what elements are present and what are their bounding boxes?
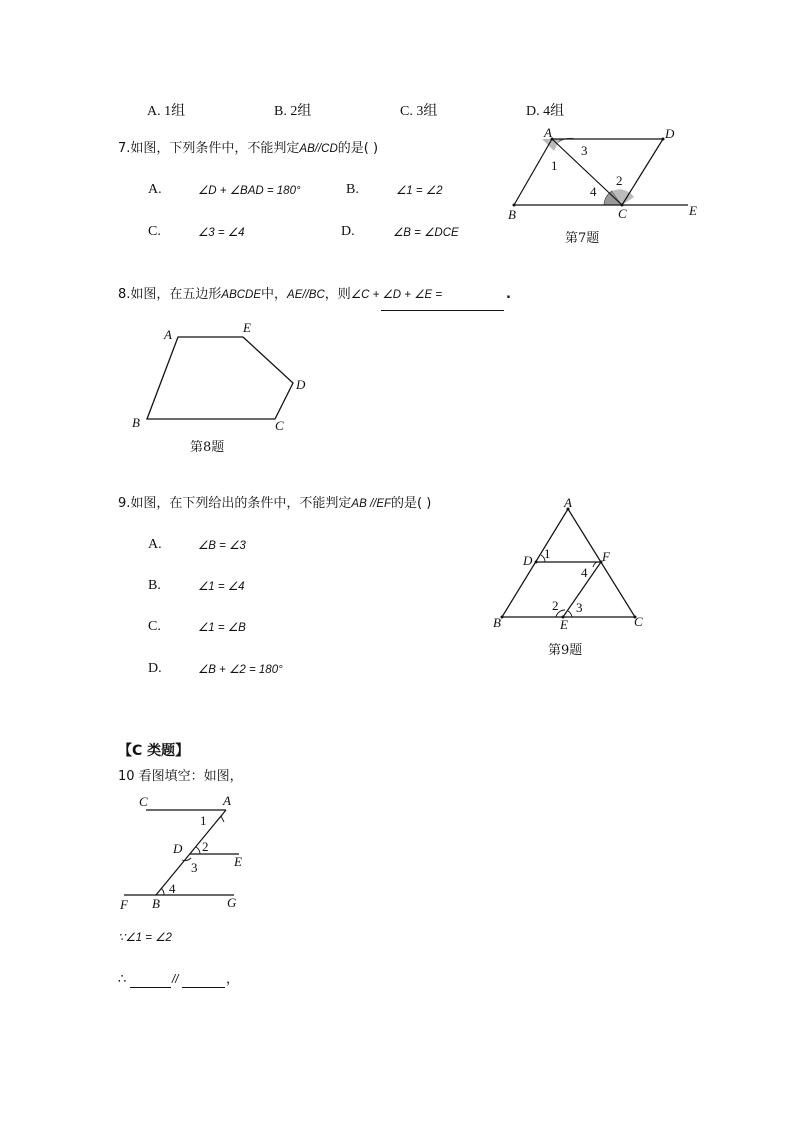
q8-stem-mid2: ，则 [324, 287, 351, 302]
q9-option-d-expr: ∠B + ∠2 = 180° [198, 664, 283, 676]
q9-option-b-letter: B. [148, 578, 161, 593]
section-c-heading: 【C 类题】 [118, 743, 190, 759]
q10-blank-2[interactable] [182, 987, 225, 988]
q8-stem-mid: 中， [261, 287, 288, 302]
q7-stem-suffix: 的是( ) [337, 141, 379, 156]
q8-figure [130, 322, 310, 432]
q7-figure [500, 125, 700, 225]
q9-option-c-expr: ∠1 = ∠B [198, 622, 246, 634]
q7-label-c: C [618, 206, 627, 221]
q8-stem-prefix: 8.如图，在五边形 [118, 287, 222, 302]
q10-therefore [118, 972, 126, 988]
q6-option-d: D. 4组 [526, 104, 565, 119]
q7-label-b: B [508, 207, 516, 222]
q9-stem-suffix: 的是( ) [391, 496, 432, 511]
q9-label-f: F [602, 549, 610, 564]
q10-angle-4: 4 [169, 881, 176, 896]
q10-parallel: // [172, 974, 179, 986]
q9-label-d: D [523, 553, 533, 568]
q10-label-d: D [173, 841, 183, 856]
q7-label-e: E [689, 203, 697, 218]
q6-option-b: B. 2组 [274, 104, 312, 119]
q10-blank-1[interactable] [130, 987, 171, 988]
q9-label-b: B [493, 615, 501, 630]
q8-label-a: A [164, 327, 172, 342]
q7-angle-1: 1 [551, 158, 558, 173]
q9-stem [118, 496, 431, 512]
q8-answer-blank[interactable] [381, 310, 504, 311]
q7-option-a-letter: A. [148, 182, 162, 197]
q9-option-a-expr: ∠B = ∠3 [198, 540, 246, 552]
q10-label-g: G [227, 895, 237, 910]
q9-label-e: E [560, 617, 568, 632]
q7-stem-prefix: 7.如图，下列条件中，不能判定 [118, 141, 300, 156]
q9-angle-4: 4 [581, 565, 588, 580]
q8-stem [118, 287, 442, 303]
q10-because: ∵∠1 = ∠2 [118, 932, 172, 944]
q7-option-a-expr: ∠D + ∠BAD = 180° [198, 185, 301, 197]
q8-caption: 第8题 [190, 440, 225, 455]
q9-stem-prefix: 9.如图，在下列给出的条件中，不能判定 [118, 496, 352, 511]
q9-figure [488, 495, 658, 635]
q7-option-d-expr: ∠B = ∠DCE [393, 227, 459, 239]
q10-label-c: C [139, 794, 148, 809]
q7-angle-2: 2 [616, 173, 623, 188]
q9-option-d-letter: D. [148, 661, 162, 676]
q7-angle-3: 3 [581, 143, 588, 158]
q9-stem-math: AB //EF [351, 498, 392, 510]
q9-angle-2: 2 [552, 598, 559, 613]
q6-option-a: A. 1组 [147, 104, 186, 119]
q10-label-b: B [152, 896, 160, 911]
q8-label-c: C [275, 418, 284, 433]
q8-stem-end: . [506, 287, 511, 302]
q9-angle-1: 1 [544, 546, 551, 561]
q9-label-a: A [564, 495, 572, 510]
q10-figure [112, 792, 252, 912]
q9-option-b-expr: ∠1 = ∠4 [198, 581, 245, 593]
q9-option-a-letter: A. [148, 537, 162, 552]
q7-label-d: D [665, 126, 675, 141]
q10-stem: 10 看图填空：如图， [118, 769, 243, 784]
q10-label-f: F [120, 897, 128, 912]
q10-label-e: E [234, 854, 242, 869]
q8-label-b: B [132, 415, 140, 430]
q10-label-a: A [223, 793, 231, 808]
q7-label-a: A [544, 125, 552, 140]
q10-angle-3: 3 [191, 860, 198, 875]
q7-stem [118, 141, 378, 157]
q7-option-b-letter: B. [346, 182, 359, 197]
q9-caption: 第9题 [548, 643, 583, 658]
q10-therefore-end: ， [226, 972, 240, 987]
q9-angle-3: 3 [576, 600, 583, 615]
q10-angle-2: 2 [202, 839, 209, 854]
q7-option-c-letter: C. [148, 224, 161, 239]
q7-option-b-expr: ∠1 = ∠2 [396, 185, 443, 197]
q7-option-d-letter: D. [341, 224, 355, 239]
q8-stem-math1: ABCDE [221, 289, 262, 301]
q7-option-c-expr: ∠3 = ∠4 [198, 227, 245, 239]
q8-stem-math3: ∠C + ∠D + ∠E = [350, 289, 443, 301]
q7-angle-4: 4 [590, 184, 597, 199]
q10-angle-1: 1 [200, 813, 207, 828]
q8-label-d: D [296, 377, 306, 392]
q8-label-e: E [243, 320, 251, 335]
q9-option-c-letter: C. [148, 619, 161, 634]
q8-stem-math2: AE//BC [287, 289, 325, 301]
q7-caption: 第7题 [565, 231, 600, 246]
q7-stem-math: AB//CD [299, 143, 338, 155]
q9-label-c: C [634, 614, 643, 629]
q10-therefore-symbol: ∴ [118, 972, 127, 987]
q6-option-c: C. 3组 [400, 104, 438, 119]
